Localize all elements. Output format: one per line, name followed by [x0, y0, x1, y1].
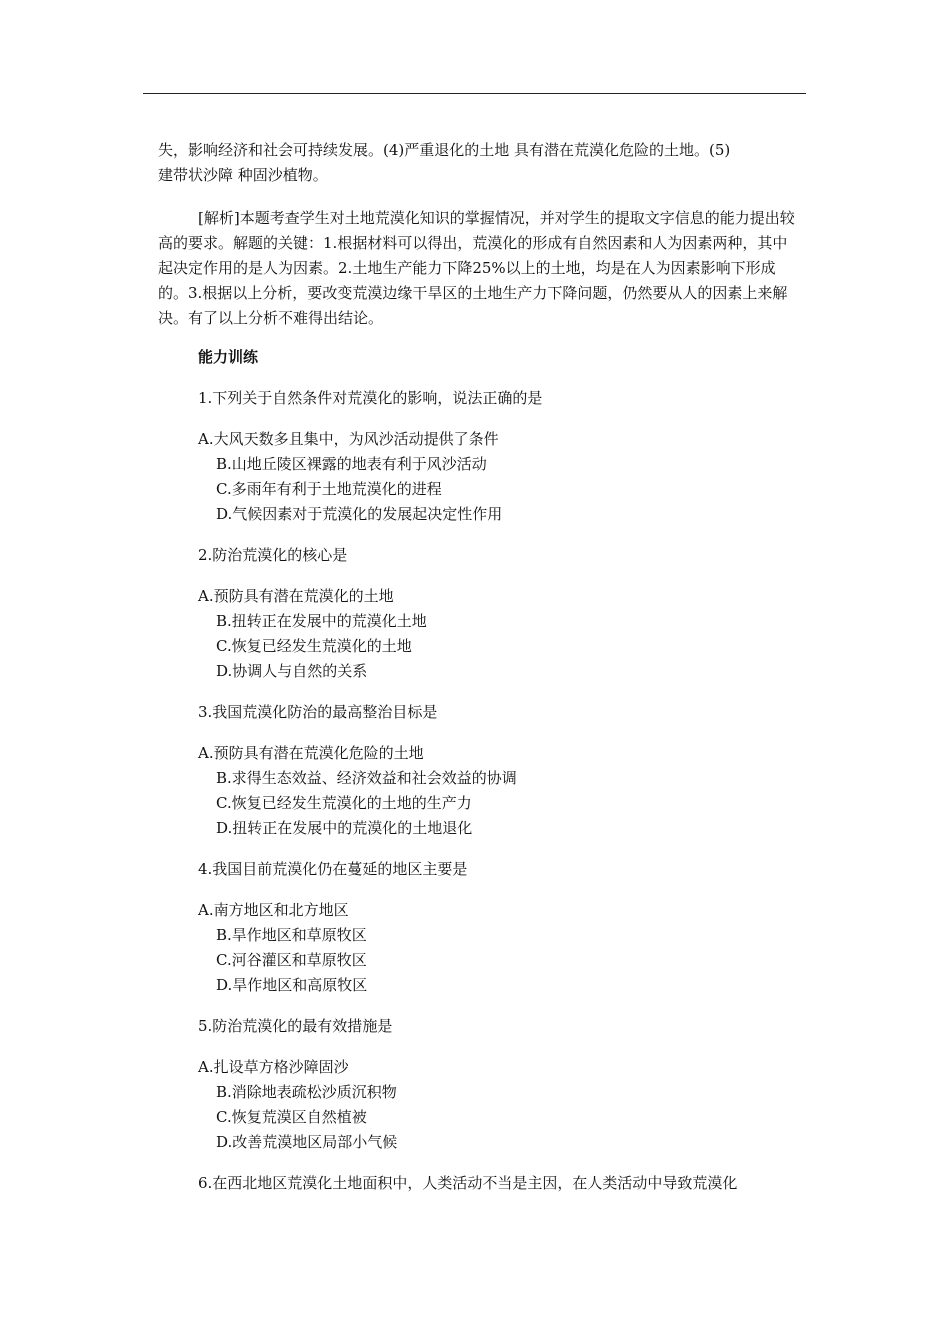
option-c: C.河谷灌区和草原牧区	[216, 951, 367, 969]
intro-line-2: 建带状沙障 种固沙植物。	[158, 166, 328, 184]
question-stem: 1.下列关于自然条件对荒漠化的影响，说法正确的是	[198, 389, 543, 407]
option-b: B.消除地表疏松沙质沉积物	[216, 1083, 397, 1101]
question-options	[158, 898, 798, 998]
question-stem: 4.我国目前荒漠化仍在蔓延的地区主要是	[198, 860, 468, 878]
option-c: C.恢复荒漠区自然植被	[216, 1108, 367, 1126]
section-title: 能力训练	[198, 348, 259, 366]
question-options	[158, 427, 798, 527]
document-body	[158, 138, 798, 1196]
question-stem: 5.防治荒漠化的最有效措施是	[198, 1017, 393, 1035]
option-b: B.旱作地区和草原牧区	[216, 926, 367, 944]
option-a: A.南方地区和北方地区	[198, 901, 349, 919]
option-a: A.大风天数多且集中，为风沙活动提供了条件	[198, 430, 499, 448]
question-options	[158, 584, 798, 684]
option-d: D.改善荒漠地区局部小气候	[216, 1133, 398, 1151]
option-a: A.预防具有潜在荒漠化危险的土地	[198, 744, 424, 762]
option-c: C.多雨年有利于土地荒漠化的进程	[216, 480, 442, 498]
question-stem: 6.在西北地区荒漠化土地面积中，人类活动不当是主因，在人类活动中导致荒漠化	[198, 1174, 738, 1192]
option-c: C.恢复已经发生荒漠化的土地	[216, 637, 412, 655]
question-options	[158, 1055, 798, 1155]
question-options	[158, 741, 798, 841]
option-a: A.扎设草方格沙障固沙	[198, 1058, 349, 1076]
analysis-paragraph: [解析]本题考查学生对土地荒漠化知识的掌握情况，并对学生的提取文字信息的能力提出较高的要求。解题的关键：1.根据材料可以得出，荒漠化的形成有自然因素和人为因素两种，其中起决定作用的是人为因素。2.土地生产能力下降25%以上的土地，均是在人为因素影响下形成的。3.根据以上分析，要改变荒漠边缘干旱区的土地生产力下降问题，仍然要从人的因素上来解决。有了以上分析不难得出结论。	[158, 209, 795, 327]
question-stem: 3.我国荒漠化防治的最高整治目标是	[198, 703, 438, 721]
option-d: D.协调人与自然的关系	[216, 662, 368, 680]
header-rule	[143, 93, 806, 94]
option-b: B.求得生态效益、经济效益和社会效益的协调	[216, 769, 517, 787]
option-c: C.恢复已经发生荒漠化的土地的生产力	[216, 794, 472, 812]
option-b: B.扭转正在发展中的荒漠化土地	[216, 612, 427, 630]
option-a: A.预防具有潜在荒漠化的土地	[198, 587, 394, 605]
option-b: B.山地丘陵区裸露的地表有利于风沙活动	[216, 455, 487, 473]
intro-line-1: 失，影响经济和社会可持续发展。(4)严重退化的土地 具有潜在荒漠化危险的土地。(5)	[158, 141, 731, 159]
option-d: D.气候因素对于荒漠化的发展起决定性作用	[216, 505, 503, 523]
option-d: D.扭转正在发展中的荒漠化的土地退化	[216, 819, 473, 837]
option-d: D.旱作地区和高原牧区	[216, 976, 368, 994]
question-stem: 2.防治荒漠化的核心是	[198, 546, 348, 564]
